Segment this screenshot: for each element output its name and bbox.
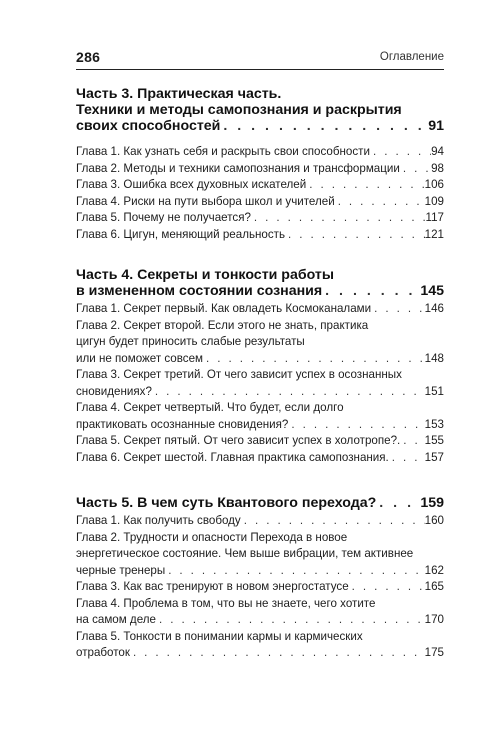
toc-chapter-entry[interactable] <box>76 210 444 227</box>
toc-chapter-entry[interactable] <box>76 450 444 467</box>
chapter-page-number: 175 <box>424 646 444 659</box>
chapter-page-number: 146 <box>424 302 444 315</box>
toc-part-3 <box>76 86 444 243</box>
dot-leader <box>220 118 428 134</box>
toc-chapter-entry[interactable] <box>76 596 444 629</box>
toc-part-4 <box>76 267 444 466</box>
chapter-title-line: энергетическое состояние. Чем выше вибрации, тем активнее <box>76 547 414 560</box>
toc-chapter-entry[interactable] <box>76 367 444 400</box>
chapter-title: Глава 4. Риски на пути выбора школ и учителей <box>76 194 335 208</box>
toc-chapter-entry[interactable] <box>76 400 444 433</box>
chapter-title: Глава 5. Секрет пятый. От чего зависит успех в холотропе?. <box>76 434 401 447</box>
toc-chapter-entry[interactable] <box>76 530 444 580</box>
part-title-line: Часть 4. Секреты и тонкости работы <box>76 267 334 283</box>
chapter-title: практиковать осознанные сновидения? <box>76 417 289 431</box>
toc-chapter-entry[interactable] <box>76 629 444 662</box>
dot-leader <box>130 645 425 662</box>
part-title-line: своих способностей <box>76 118 221 134</box>
chapter-title-line: Глава 2. Трудности и опасности Перехода в новое <box>76 530 348 544</box>
dot-leader <box>322 283 420 299</box>
dot-leader <box>152 384 425 401</box>
dot-leader <box>203 351 425 368</box>
chapter-title: Глава 5. Почему не получается? <box>76 211 251 224</box>
chapter-page-number: 153 <box>424 417 444 431</box>
chapter-page-number: 121 <box>424 227 444 241</box>
toc-chapter-entry[interactable] <box>76 318 444 368</box>
dot-leader <box>156 612 425 629</box>
chapter-title: черные тренеры <box>76 563 166 577</box>
dot-leader <box>306 177 424 194</box>
chapter-page-number: 160 <box>424 514 444 527</box>
dot-leader <box>389 450 425 467</box>
chapter-title-line: Глава 5. Тонкости в понимании кармы и кармических <box>76 629 363 643</box>
dot-leader <box>241 513 425 530</box>
chapter-title: Глава 1. Как получить свободу <box>76 514 241 527</box>
dot-leader <box>288 417 424 434</box>
chapter-title: Глава 6. Секрет шестой. Главная практика самопознания. <box>76 450 389 464</box>
chapter-title-line: цигун будет приносить слабые результаты <box>76 335 305 348</box>
toc-chapter-entry[interactable] <box>76 144 444 161</box>
chapter-page-number: 165 <box>424 580 444 593</box>
chapter-page-number: 157 <box>424 450 444 464</box>
toc-part-5 <box>76 495 444 662</box>
toc-chapter-entry[interactable] <box>76 161 444 178</box>
chapter-title: сновидениях? <box>76 384 152 398</box>
chapter-title-line: Глава 4. Секрет четвертый. Что будет, если долго <box>76 401 344 414</box>
part-title-line: Часть 3. Практическая часть. <box>76 86 282 102</box>
chapter-page-number: 162 <box>424 563 444 577</box>
dot-leader <box>400 161 431 178</box>
toc-chapter-entry[interactable] <box>76 194 444 211</box>
chapter-page-number: 151 <box>424 384 444 398</box>
part-title-line: Техники и методы самопознания и раскрытия <box>76 102 402 118</box>
chapter-title: Глава 6. Цигун, меняющий реальность <box>76 227 286 241</box>
chapter-title: Глава 2. Методы и техники самопознания и трансформации <box>76 161 400 175</box>
part-title-line: Часть 5. В чем суть Квантового перехода? <box>76 495 377 511</box>
chapter-page-number: 148 <box>424 351 444 365</box>
toc-chapter-entry[interactable] <box>76 227 444 244</box>
dot-leader <box>251 210 426 227</box>
toc-chapter-entry[interactable] <box>76 433 444 450</box>
dot-leader <box>349 579 425 596</box>
running-head: Оглавление <box>379 51 444 63</box>
chapter-page-number: 155 <box>424 434 444 447</box>
toc-chapter-entry[interactable] <box>76 301 444 318</box>
chapter-title: Глава 3. Ошибка всех духовных искателей <box>76 178 307 191</box>
chapter-page-number: 106 <box>424 178 444 191</box>
dot-leader <box>165 563 424 580</box>
chapter-page-number: 98 <box>431 161 444 175</box>
dot-leader <box>370 144 431 161</box>
dot-leader <box>400 433 424 450</box>
chapter-title-line: Глава 4. Проблема в том, что вы не знаете, чего хотите <box>76 596 376 610</box>
toc-chapter-entry[interactable] <box>76 513 444 530</box>
part-page-number: 91 <box>428 118 444 134</box>
chapter-page-number: 117 <box>425 211 444 224</box>
toc-chapter-entry[interactable] <box>76 579 444 596</box>
part-heading <box>76 86 444 134</box>
part-title-line: в измененном состоянии сознания <box>76 283 323 299</box>
chapter-title: отработок <box>76 646 130 659</box>
part-page-number: 145 <box>420 283 444 299</box>
dot-leader <box>371 301 425 318</box>
part-heading <box>76 267 444 299</box>
chapter-page-number: 170 <box>424 613 444 626</box>
chapter-page-number: 94 <box>431 145 444 158</box>
chapter-page-number: 109 <box>424 194 444 208</box>
chapter-title-line: Глава 2. Секрет второй. Если этого не знать, практика <box>76 318 369 332</box>
toc-chapter-entry[interactable] <box>76 177 444 194</box>
dot-leader <box>335 194 425 211</box>
chapter-title: или не поможет совсем <box>76 351 203 365</box>
chapter-title: Глава 3. Как вас тренируют в новом энергостатусе <box>76 580 349 593</box>
chapter-title-line: Глава 3. Секрет третий. От чего зависит успех в осознанных <box>76 368 402 381</box>
page-number: 286 <box>76 49 101 65</box>
dot-leader <box>376 495 420 511</box>
chapter-title: на самом деле <box>76 613 156 626</box>
part-page-number: 159 <box>420 495 444 511</box>
chapter-title: Глава 1. Как узнать себя и раскрыть свои способности <box>76 145 370 158</box>
part-heading <box>76 495 444 511</box>
page-header <box>76 47 444 70</box>
chapter-title: Глава 1. Секрет первый. Как овладеть Космоканалами <box>76 302 372 315</box>
dot-leader <box>285 227 425 244</box>
